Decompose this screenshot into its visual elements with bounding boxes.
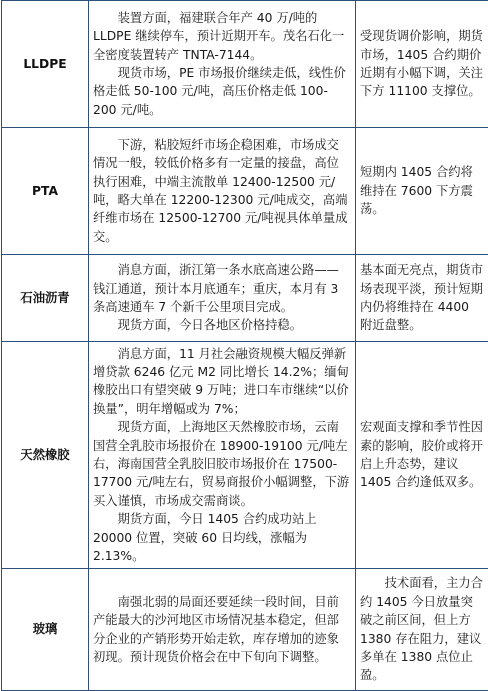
outlook-cell: 基本面无亮点，期货市场表现平淡，预计短期内仍将维持在 4400 附近盘整。 <box>356 255 488 342</box>
outlook-cell: 短期内 1405 合约将维持在 7600 下方震荡。 <box>356 128 488 255</box>
analysis-paragraph: 现货市场，PE 市场报价继续走低，线性价格走低 50-100 元/吨，高压价格走低 100-200 元/吨。 <box>93 66 346 117</box>
analysis-cell <box>89 342 356 569</box>
commodity-name: LLDPE <box>2 1 89 128</box>
analysis-paragraph: 消息方面，浙江第一条水底高速公路——钱江通道，预计本月底通车；重庆，本月有 3 条高速通车 7 个新千公里项目完成。 <box>93 263 339 314</box>
commodity-table <box>1 0 488 691</box>
analysis-cell <box>89 1 356 128</box>
commodity-name: PTA <box>2 128 89 255</box>
analysis-paragraph: 现货方面，上海地区天然橡胶市场，云南国营全乳胶市场报价在 18900-19100 元/吨左右，海南国营全乳胶旧胶市场报价在 17500-17700 元/吨左右，贸易商报价小幅调整，下游买入谨慎，市场成交需商谈。 <box>93 420 350 508</box>
analysis-cell <box>89 569 356 691</box>
analysis-paragraph: 期货方面，今日 1405 合约成功站上 20000 位置，突破 60 日均线，涨幅为 2.13%。 <box>93 512 317 564</box>
outlook-paragraph: 技术面看，主力合约 1405 今日放量突破之前区间，但上方 1380 存在阻力，建议多单在 1380 点位止盈。 <box>360 576 483 683</box>
table-row <box>2 342 488 569</box>
analysis-paragraph: 南强北弱的局面还要延续一段时间，目前产能最大的沙河地区市场情况基本稳定，但部分企业的产销形势开始走软，库存增加的迹象初现。预计现货价格会在中下旬向下调整。 <box>93 594 339 664</box>
outlook-cell: 受现货调价影响，期货市场，1405 合约期价近期有小幅下调，关注下方 11100 支撑位。 <box>356 1 488 128</box>
commodity-name: 天然橡胶 <box>2 342 89 569</box>
outlook-cell: 宏观面支撑和季节性因素的影响，胶价或将开启上升态势，建议 1405 合约逢低双多。 <box>356 342 488 569</box>
analysis-paragraph: 装置方面，福建联合年产 40 万/吨的 LLDPE 继续停车，预计近期开车。茂名石化一全密度装置转产 TNTA-7144。 <box>93 10 345 62</box>
analysis-paragraph: 下游，粘胶短纤市场企稳困难，市场成交情况一般，较低价格多有一定量的接盘，高位执行困难，中端主流散单 12400-12500 元/吨，略大单在 12200-12300 元/吨成交，高端纤维市场在 12500-12700 元/吨视具体单量成交。 <box>93 137 348 244</box>
commodity-name: 玻璃 <box>2 569 89 691</box>
analysis-paragraph: 现货方面，今日各地区价格持稳。 <box>117 318 303 333</box>
analysis-cell <box>89 255 356 342</box>
table-row <box>2 255 488 342</box>
table-row <box>2 569 488 691</box>
table-row <box>2 1 488 128</box>
commodity-name: 石油沥青 <box>2 255 89 342</box>
outlook-cell <box>356 569 488 691</box>
table-row <box>2 128 488 255</box>
analysis-paragraph: 消息方面，11 月社会融资规模大幅反弹新增贷款 6246 亿元 M2 同比增长 14.2%；缅甸橡胶出口有望突破 9 万吨；进口车市继续“以价换量”，明年增幅或为 7%； <box>93 346 349 416</box>
analysis-cell <box>89 128 356 255</box>
